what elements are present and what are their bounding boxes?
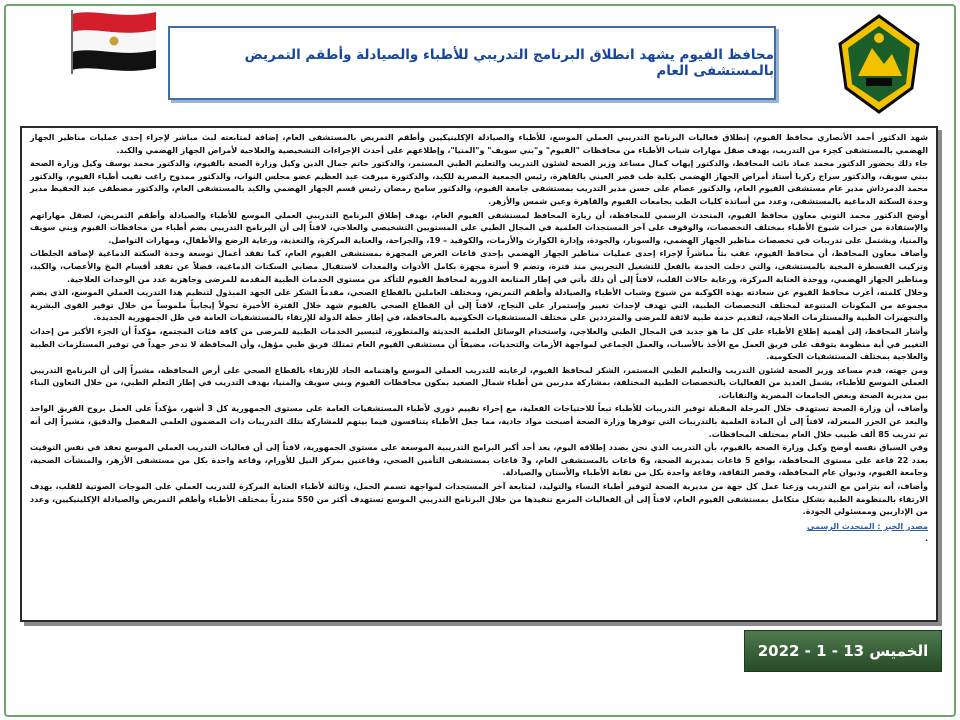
trailing-dot: . [924, 534, 928, 544]
publish-date: الخميس 13 - 1 - 2022 [744, 630, 942, 672]
article-paragraph: وفي السياق نفسه أوضح وكيل وزارة الصحة بالفيوم، بأن التدريب الذي نحن بصدد إطلاقه اليوم، يعد أحد أكبر البرامج التدريبية الموسعة على مستوى الجمهورية، لافتاً إلى أن فعاليات التدريب العملي الموسع تعقد في نفس التوقيت بعدد 22 قاعة على مستوى المحافظة، بواقع 5 قاعات بمديرية الصحة، و6 قاعات بالمستشفى العام، و3 قاعات بمستشفى التأمين الصحي، وقاعتين بمركز النيل للأورام، وقاعة واحدة بكل من مستشفى الأزهر، والمنشآت الصحية، وجامعة الفيوم، وديوان عام المحافظة، وقصر الثقافة، وقاعة واحدة بكل من نقابة الأطباء والأسنان والصيادلة. [30, 443, 929, 478]
article-paragraph: وأضاف معاون المحافظ، أن محافظ الفيوم، عقب بثاً مباشراً لإجراء إحدى عمليات مناظير الجهاز الهضمي بإحدى قاعات العرض المجهزة بمستشفى الفيوم العام، كما تفقد أعمال توسعة وحدة السكتة الدماغية لإضافة الجلطات وتركيب القسطرة المخية بالمستشفى، والتي دخلت الخدمة بالفعل للتشغيل التجريبي منذ فترة، وتضم 9 أسرة مجهزة بكامل الأدوات والمعدات لاستقبال مصابي السكتات الدماغية، فضلاً عن تفقد أقسام المخ والأعصاب، والكبد، ومناظير الجهاز الهضمي، ووحدة العناية المركزة، ورعاية حالات القلب، لافتاً إلى أن ذلك يأتي في إطار المتابعة الدورية لمحافظ الفيوم للتأكد من مستوى الخدمات الطبية المقدمة للمرضى وجاهزية عدد من الوحدات العلاجية. [30, 249, 929, 284]
news-source-link[interactable]: مصدر الخبر : المتحدث الرسمي [806, 521, 928, 531]
headline-box [168, 26, 776, 100]
article-paragraph: شهد الدكتور أحمد الأنصاري محافظ الفيوم، إنطلاق فعاليات البرنامج التدريبي العملي الموسع، للأطباء والصيادلة الإكلينيكيين وأطقم التمريض بالمستشفى العام، إضافة لمتابعته لبث مباشر لإجراء إحدى عمليات مناظير الجهاز الهضمي بالمستشفى كجزء من التدريب، بهدف صقل مهارات شباب الأطباء من محافظات "الفيوم" و"بني سويف" و"المنيا"، وإطلاعهم على أحدث الإجراءات التشخيصية والعلاجية لأمراض الجهاز الهضمي والكبد. [30, 133, 928, 155]
article-paragraph: أوضح الدكتور محمد التوني معاون محافظ الفيوم، المتحدث الرسمي للمحافظة، أن زيارة المحافظ لمستشفى الفيوم العام، بهدف إطلاق البرنامج التدريبي العملي الموسع للأطباء والصيادلة وأطقم التمريض، لصقل مهاراتهم والإستفادة من خبرات شيوخ الأطباء بمختلف التخصصات، والوقوف على آخر المستجدات العلمية في المجال الطبي على المستويين التشخيصي والعلاجي، لافتاً إلى أن البرنامج التدريبي يضم أطباء من محافظات الفيوم وبني سويف والمنيا، ويشتمل على تدريبات في تخصصات مناظير الجهاز الهضمي، والسونار، والجودة، وإدارة الكوارث والأزمات، والكوفيد – 19، والجراحة، والعناية المركزة، والتغذية، ورعاية الرضع والأطفال، ومهارات التواصل. [30, 210, 928, 245]
article-paragraph: وأضاف، أن وزارة الصحة تستهدف خلال المرحلة المقبلة توفير التدريبات للأطباء تبعاً للاحتياجات الفعلية، مع إجراء تقييم دوري لأطباء المستشفيات العامة على مستوى الجمهورية كل 3 أشهر، مؤكداً على العمل بروح الفريق الواحد والبعد عن الجزر المنعزلة، لافتاً إلى أن المادة العلمية بالتدريبات التي توفرها وزارة الصحة أصبحت مواد جادية، مما جعل الأطباء يتنافسون فيما بينهم للمشاركة بتلك التدريبات ذات المضمون العلمي المفصل والدقيق، مشيراً إلى أنه تم تدريب 85 ألف طبيب خلال العام بمختلف المحافظات. [30, 404, 929, 439]
article-paragraph: وخلال كلمته، أعرب محافظ الفيوم عن سعادته بهذه الكوكبة من شيوخ وشباب الأطباء والصيادلة وأطقم التمريض، ومختلف العاملين بالقطاع الصحي، مقدماً الشكر على الجهد المبذول لتنظيم هذا التدريب العملي الموسع، الذي يضم مجموعة من المكونات المتنوعة لمختلف التخصصات الطبية، التي تهدف لإحداث تغيير وإستمرار على النجاح، لافتاً إلى أن القطاع الصحي بالفيوم شهد خلال الفترة الأخيرة تحولاً إيجابياً ملموساً من خلال توفير القوى البشرية والتجهيزات الطبية والمستلزمات العلاجية، لتقديم خدمة طبية لائقة للمرضى والمترددين على مختلف المستشفيات الحكومية بالمحافظة، في إطار خطة الدولة للإرتقاء بالمستشفيات العامة في ظل الجمهورية الجديدة. [30, 288, 928, 323]
article-paragraph: ومن جهته، قدم مساعد وزير الصحة لشئون التدريب والتعليم الطبي المستمر، الشكر لمحافظ الفيوم، لرعايته للتدريب العملي الموسع واهتمامه الجاد للإرتقاء بالقطاع الصحي على أرض المحافظة، مشيراً إلى أن البرنامج التدريبي العملي الموسع للأطباء، يشمل العديد من الفعاليات بالتخصصات الطبية المختلفة، بمشاركة مدربين من أطباء شمال الصعيد بمكون محافظات الفيوم وبني سويف والمنيا، بهدف التدريب في إطار التعلم الطبي، من خلال التعاون البناء بين مديرية الصحة وبعض الجامعات المصرية والنقابات. [30, 365, 928, 400]
article-paragraph: وأضاف، أنه بتزامن مع التدريب وزعنا عمل كل جهة من مديرية الصحة لتوفير أطباء النساء والتوليد، لمتابعة آخر المستجدات لمواجهة تسمم الحمل، وثالثة لأطباء العناية المركزة للتدريب العملي على الموجات الصوتية للقلب، بهدف الارتقاء بالمنظومة الطبية بشكل متكامل بمستشفى الفيوم العام، لافتاً إلى أن الفعاليات المزمع تنفيذها من خلال البرنامج التدريبي الموسع تستهدف أكثر من 550 متدرباً بمختلف الأطباء وأطقم التمريض والصيادلة الإكلينيكيين، وعدد من الإداريين وممسئولي الجودة. [30, 482, 928, 517]
egypt-flag-icon [64, 6, 164, 76]
article-body [20, 126, 938, 622]
article-paragraph: وأشار المحافظ، إلى أهمية إطلاع الأطباء على كل ما هو جديد في المجال الطبي والعلاجي، واستخدام الوسائل العلمية الحديثة والمتطورة، لتيسير الخدمات الطبية للمرضى من كافة فئات المجتمع، مؤكداً أن الجزء الأكبر من إحداث التغيير في أية منظومة يتوقف على فريق العمل مع الأخذ بالأسباب، والعمل الجماعي لمواجهة الأزمات والتحديات، مضيفاً أن مستشفى الفيوم العام تمتلك فريق طبي مؤهل، وأن المحافظة لا تدخر جهداً في توفير المستلزمات الطبية والعلاجية بمختلف المستشفيات الحكومية. [30, 326, 928, 362]
governorate-emblem-icon [836, 14, 922, 114]
headline: محافظ الفيوم يشهد انطلاق البرنامج التدريبي للأطباء والصيادلة وأطقم التمريض بالمستشفى العام [244, 47, 774, 79]
article-paragraph: جاء ذلك بحضور الدكتور محمد عماد نائب المحافظ، والدكتور إيهاب كمال مساعد وزير الصحة لشئون التدريب والتعليم الطبي المستمر، والدكتور حاتم جمال الدين وكيل وزارة الصحة بالفيوم، والدكتور محمد يوسف وكيل وزارة الصحة ببني سويف، والدكتور سراج زكريا أستاذ أمراض الجهاز الهضمي بكلية طب قصر العيني بالقاهرة، رئيس الجمعية المصرية للكبد، والدكتورة ميرفت عبد العظيم عضو مجلس النواب، والدكتور ممدوح راغب نقيب أطباء الفيوم، والدكتور محمد الدمرداش مدير عام مستشفى الفيوم العام، والدكتور عصام على حسن مدير التدريب بمستشفى جامعة الفيوم، والدكتور سامح رمضان رئيس قسم الجهاز الهضمي والكبد بالمستشفى العام، والدكتور مصطفى عبد الحفيظ مدير وحدة السكتة الدماغية بالمستشفى، وعدد من أساتذة كليات الطب بجامعات الفيوم والقاهرة وعين شمس والأزهر. [30, 159, 928, 206]
